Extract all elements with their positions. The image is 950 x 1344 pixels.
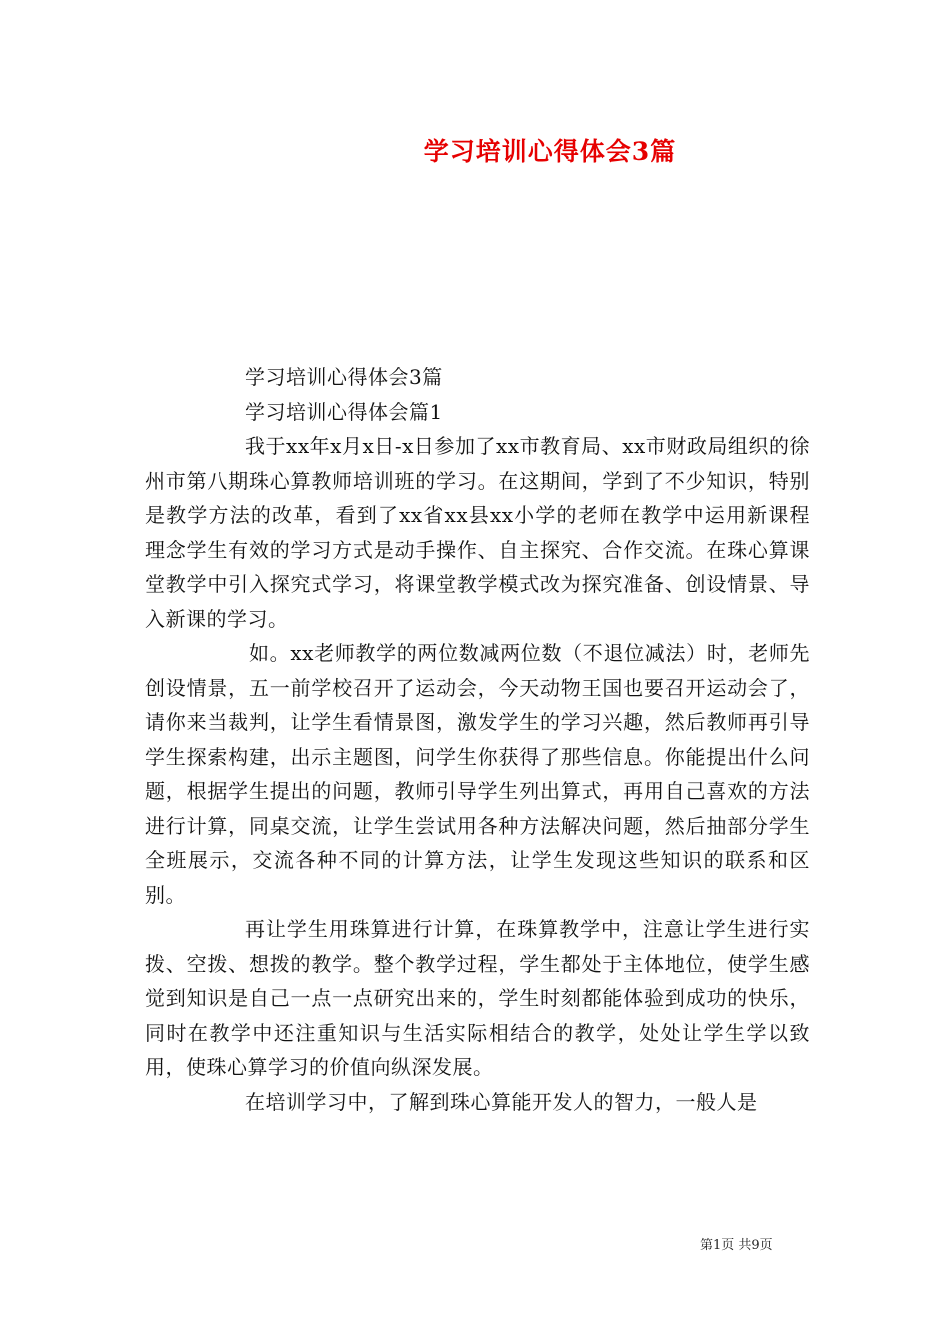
paragraph: 我于xx年x月x日-x日参加了xx市教育局、xx市财政局组织的徐州市第八期珠心算教师培训班的学习。在这期间，学到了不少知识，特别是教学方法的改革，看到了xx省xx县xx小学的老师在教学中运用新课程理念学生有效的学习方式是动手操作、自主探究、合作交流。在珠心算课堂教学中引入探究式学习，将课堂教学模式改为探究准备、创设情景、导入新课的学习。 xyxy=(145,434,810,631)
document-body xyxy=(145,360,810,1119)
paragraph: 在培训学习中，了解到珠心算能开发人的智力，一般人是 xyxy=(245,1089,758,1114)
document-subtitle: 学习培训心得体会3篇 xyxy=(245,365,443,389)
paragraph: 再让学生用珠算进行计算，在珠算教学中，注意让学生进行实拨、空拨、想拨的教学。整个教学过程，学生都处于主体地位，使学生感觉到知识是自己一点一点研究出来的，学生时刻都能体验到成功的快乐，同时在教学中还注重知识与生活实际相结合的教学，处处让学生学以致用，使珠心算学习的价值向纵深发展。 xyxy=(145,917,810,1079)
document-title: 学习培训心得体会3篇 xyxy=(423,137,677,166)
section-heading: 学习培训心得体会篇1 xyxy=(245,399,443,424)
page-number: 第1页 共9页 xyxy=(700,1238,773,1253)
paragraph: 如。xx老师教学的两位数减两位数（不退位减法）时，老师先创设情景，五一前学校召开了运动会，今天动物王国也要召开运动会了，请你来当裁判，让学生看情景图，激发学生的学习兴趣，然后教师再引导学生探索构建，出示主题图，问学生你获得了那些信息。你能提出什么问题，根据学生提出的问题，教师引导学生列出算式，再用自己喜欢的方法进行计算，同桌交流，让学生尝试用各种方法解决问题，然后抽部分学生全班展示，交流各种不同的计算方法，让学生发现这些知识的联系和区别。 xyxy=(145,641,810,907)
